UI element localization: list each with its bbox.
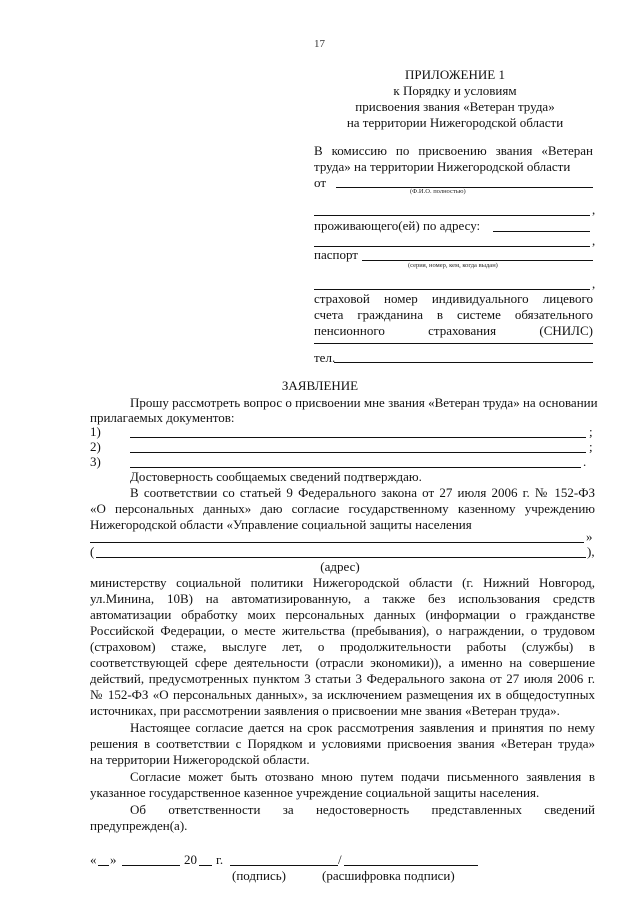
institution-field[interactable] <box>90 542 584 543</box>
statement-title: ЗАЯВЛЕНИЕ <box>281 378 359 393</box>
ministry-line-7: действий, предусмотренных пунктом 3 статьи 3 Федерального закона от 27 июля 2006 г. <box>90 671 595 686</box>
ministry-line-1: министерству социальной политики Нижегородской области (г. Нижний Новгород, <box>90 575 595 590</box>
page-number: 17 <box>314 38 325 50</box>
responsibility-line-2: предупрежден(а). <box>90 818 188 833</box>
ministry-line-8: № 152-ФЗ «О персональных данных», за исключением размещения их в общедоступных <box>90 687 595 702</box>
item-1-number: 1) <box>90 424 101 439</box>
appendix-line-2: присвоения звания «Ветеран труда» <box>355 99 555 114</box>
comma-2: , <box>592 233 596 248</box>
address-field-1[interactable] <box>493 231 590 232</box>
address-hint: (адрес) <box>320 559 360 574</box>
responsibility-line-1: Об ответственности за недостоверность представленных сведений <box>130 802 595 817</box>
ministry-line-9: источниках, при рассмотрении заявления о присвоении мне звания «Ветеран труда». <box>90 703 560 718</box>
addressee-line-1: В комиссию по присвоению звания «Ветеран <box>314 143 593 158</box>
ministry-line-4: Российской Федерации, о месте жительства (пребывания), о награждении, о трудовом <box>90 623 595 638</box>
consent-line-2: «О персональных данных» даю согласие государственному казенному учреждению <box>90 501 595 516</box>
institution-address-field[interactable] <box>96 557 586 558</box>
phone-field[interactable] <box>334 362 593 363</box>
signature-hint: (подпись) <box>232 868 286 883</box>
signature-slash: / <box>338 852 342 867</box>
item-3-end: . <box>583 454 587 469</box>
document-2-field[interactable] <box>130 452 586 453</box>
snils-line-1: страховой номер индивидуального лицевого <box>314 291 593 306</box>
appendix-title: ПРИЛОЖЕНИЕ 1 <box>405 67 505 82</box>
quote-close: » <box>586 529 593 544</box>
ministry-line-6: соответствующей сфере деятельности (отрасли экономики)), а именно на совершение <box>90 655 595 670</box>
snils-line-3: пенсионного страхования (СНИЛС) <box>314 323 593 338</box>
item-2-number: 2) <box>90 439 101 454</box>
document-3-field[interactable] <box>130 467 581 468</box>
signature-field[interactable] <box>230 865 338 866</box>
passport-label: паспорт <box>314 247 358 262</box>
date-quote-open: « <box>90 852 97 867</box>
term-line-3: на территории Нижегородской области. <box>90 752 310 767</box>
appendix-line-3: на территории Нижегородской области <box>346 115 564 130</box>
from-label: от <box>314 175 327 190</box>
passport-field[interactable] <box>362 260 593 261</box>
request-line-1: Прошу рассмотреть вопрос о присвоении мне звания «Ветеран труда» на основании <box>130 395 598 410</box>
signature-decode-field[interactable] <box>344 865 478 866</box>
year-prefix: 20 <box>184 852 197 867</box>
consent-line-1: В соответствии со статьей 9 Федерального закона от 27 июля 2006 г. № 152-ФЗ <box>130 485 595 500</box>
request-line-2: прилагаемых документов: <box>90 410 235 425</box>
month-field[interactable] <box>122 865 180 866</box>
revoke-line-1: Согласие может быть отозвано мною путем подачи письменного заявления в <box>130 769 595 784</box>
passport-hint: (серия, номер, кем, когда выдан) <box>408 262 498 269</box>
item-1-end: ; <box>589 424 593 439</box>
ministry-line-2: ул.Минина, 10В) на автоматизированную, а также без использования средств <box>90 591 595 606</box>
document-1-field[interactable] <box>130 437 586 438</box>
term-line-1: Настоящее согласие дается на срок рассмотрения заявления и принятия по нему <box>130 720 595 735</box>
year-field[interactable] <box>199 865 212 866</box>
comma-1: , <box>592 202 596 217</box>
term-line-2: решения в соответствии с Порядком и условиями присвоения звания «Ветеран труда» <box>90 736 595 751</box>
appendix-line-1: к Порядку и условиям <box>393 83 517 98</box>
day-field[interactable] <box>98 865 109 866</box>
passport-field-2[interactable] <box>314 289 590 290</box>
addressee-line-2: труда» на территории Нижегородской области <box>314 159 571 174</box>
item-2-end: ; <box>589 439 593 454</box>
paren-open: ( <box>90 544 95 559</box>
year-suffix: г. <box>216 852 224 867</box>
extra-line-1[interactable] <box>314 215 590 216</box>
confirm-text: Достоверность сообщаемых сведений подтверждаю. <box>130 469 422 484</box>
ministry-line-5: (страховом) стаже, выслуге лет, о продолжительности работы (службы) в <box>90 639 595 654</box>
snils-line-2: счета гражданина в системе обязательного <box>314 307 593 322</box>
paren-close: ), <box>587 544 595 559</box>
comma-3: , <box>592 276 596 291</box>
fio-hint: (Ф.И.О. полностью) <box>410 188 466 195</box>
item-3-number: 3) <box>90 454 101 469</box>
phone-label: тел. <box>314 350 336 365</box>
decode-hint: (расшифровка подписи) <box>322 868 455 883</box>
snils-field[interactable] <box>314 343 593 344</box>
revoke-line-2: указанное государственное казенное учреждение социальной защиты населения. <box>90 785 540 800</box>
residing-label: проживающего(ей) по адресу: <box>314 218 481 233</box>
date-quote-close: » <box>110 852 117 867</box>
ministry-line-3: автоматизации обработку моих персональных данных (информации о гражданстве <box>90 607 595 622</box>
consent-line-3: Нижегородской области «Управление социальной защиты населения <box>90 517 472 532</box>
